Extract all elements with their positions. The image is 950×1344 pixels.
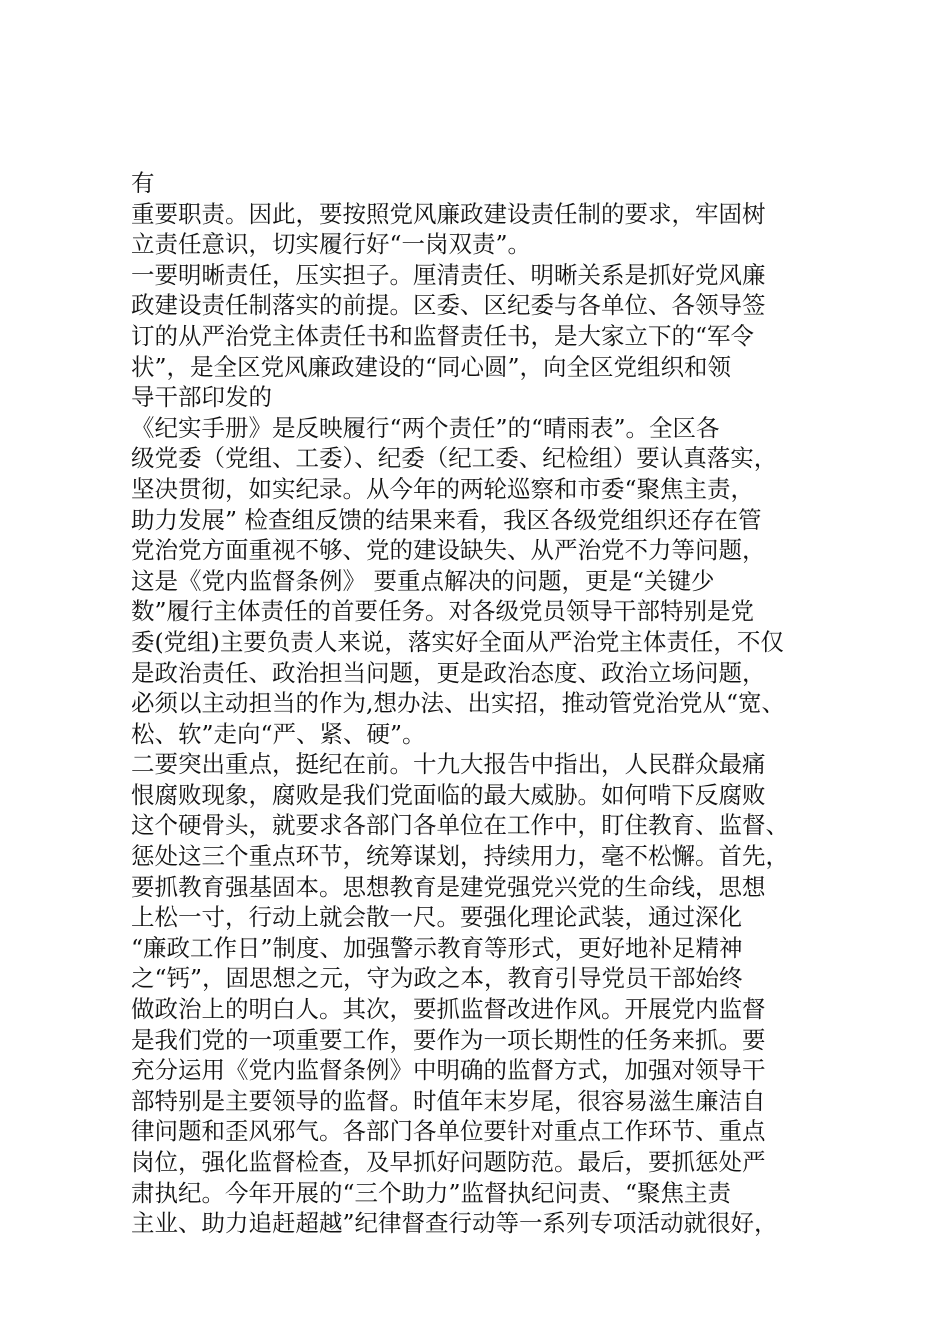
text-line: 岗位，强化监督检查，及早抓好问题防范。最后，要抓惩处严 [131, 1148, 766, 1176]
text-line: 政建设责任制落实的前提。区委、区纪委与各单位、各领导签 [131, 291, 766, 320]
text-line: 做政治上的明白人。其次，要抓监督改进作风。开展党内监督 [131, 995, 766, 1024]
text-line: 之“钙”，固思想之元，守为政之本，教育引导党员干部始终 [131, 964, 743, 993]
text-line: 级党委（党组、工委）、纪委（纪工委、纪检组）要认真落实， [131, 444, 778, 473]
text-line: 有 [131, 169, 155, 197]
text-line: 上松一寸，行动上就会散一尺。要强化理论武装，通过深化 [131, 903, 742, 932]
text-line: 立责任意识，切实履行好“一岗双责”。 [131, 230, 532, 259]
text-line: 状”，是全区党风廉政建设的“同心圆”，向全区党组织和领 [131, 352, 732, 381]
text-line: 主业、助力追赶超越”纪律督查行动等一系列专项活动就很好， [131, 1209, 778, 1238]
text-line: 是政治责任、政治担当问题，更是政治态度、政治立场问题， [131, 658, 766, 687]
text-line: 数”履行主体责任的首要任务。对各级党员领导干部特别是党 [131, 597, 755, 626]
document-body [131, 168, 821, 1239]
text-line: 松、软”走向“严、紧、硬”。 [131, 719, 426, 748]
text-line: 部特别是主要领导的监督。时值年末岁尾，很容易滋生廉洁自 [131, 1086, 766, 1115]
text-line: 这是《党内监督条例》 要重点解决的问题，更是“关键少 [131, 566, 715, 595]
text-line: 充分运用《党内监督条例》中明确的监督方式，加强对领导干 [131, 1056, 766, 1085]
text-line: 律问题和歪风邪气。各部门各单位要针对重点工作环节、重点 [131, 1117, 766, 1146]
text-line: 委(党组)主要负责人来说，落实好全面从严治党主体责任，不仅 [131, 627, 784, 656]
text-line: 恨腐败现象，腐败是我们党面临的最大威胁。如何啃下反腐败 [131, 780, 766, 809]
text-line: 要抓教育强基固本。思想教育是建党强党兴党的生命线，思想 [131, 872, 766, 901]
text-line: 一要明晰责任，压实担子。厘清责任、明晰关系是抓好党风廉 [131, 260, 766, 289]
text-line: 导干部印发的 [131, 383, 272, 412]
text-line: 这个硬骨头，就要求各部门各单位在工作中，盯住教育、监督、 [131, 811, 789, 840]
text-line: 坚决贯彻，如实纪录。从今年的两轮巡察和市委“聚焦主责， [131, 474, 755, 503]
text-line: 《纪实手册》是反映履行“两个责任”的“晴雨表”。全区各 [131, 413, 720, 442]
text-line: 重要职责。因此，要按照党风廉政建设责任制的要求，牢固树 [131, 199, 766, 228]
text-line: “廉政工作日”制度、加强警示教育等形式，更好地补足精神 [131, 933, 743, 962]
text-line: 订的从严治党主体责任书和监督责任书，是大家立下的“军令 [131, 321, 755, 350]
text-line: 党治党方面重视不够、党的建设缺失、从严治党不力等问题， [131, 536, 766, 565]
text-line: 是我们党的一项重要工作，要作为一项长期性的任务来抓。要 [131, 1025, 766, 1054]
text-line: 必须以主动担当的作为,想办法、出实招，推动管党治党从“宽、 [131, 689, 785, 718]
text-line: 肃执纪。今年开展的“三个助力”监督执纪问责、“聚焦主责 [131, 1178, 732, 1207]
text-line: 助力发展” 检查组反馈的结果来看，我区各级党组织还存在管 [131, 505, 762, 534]
text-line: 惩处这三个重点环节，统筹谋划，持续用力，毫不松懈。首先， [131, 842, 789, 871]
text-line: 二要突出重点，挺纪在前。十九大报告中指出，人民群众最痛 [131, 750, 766, 779]
